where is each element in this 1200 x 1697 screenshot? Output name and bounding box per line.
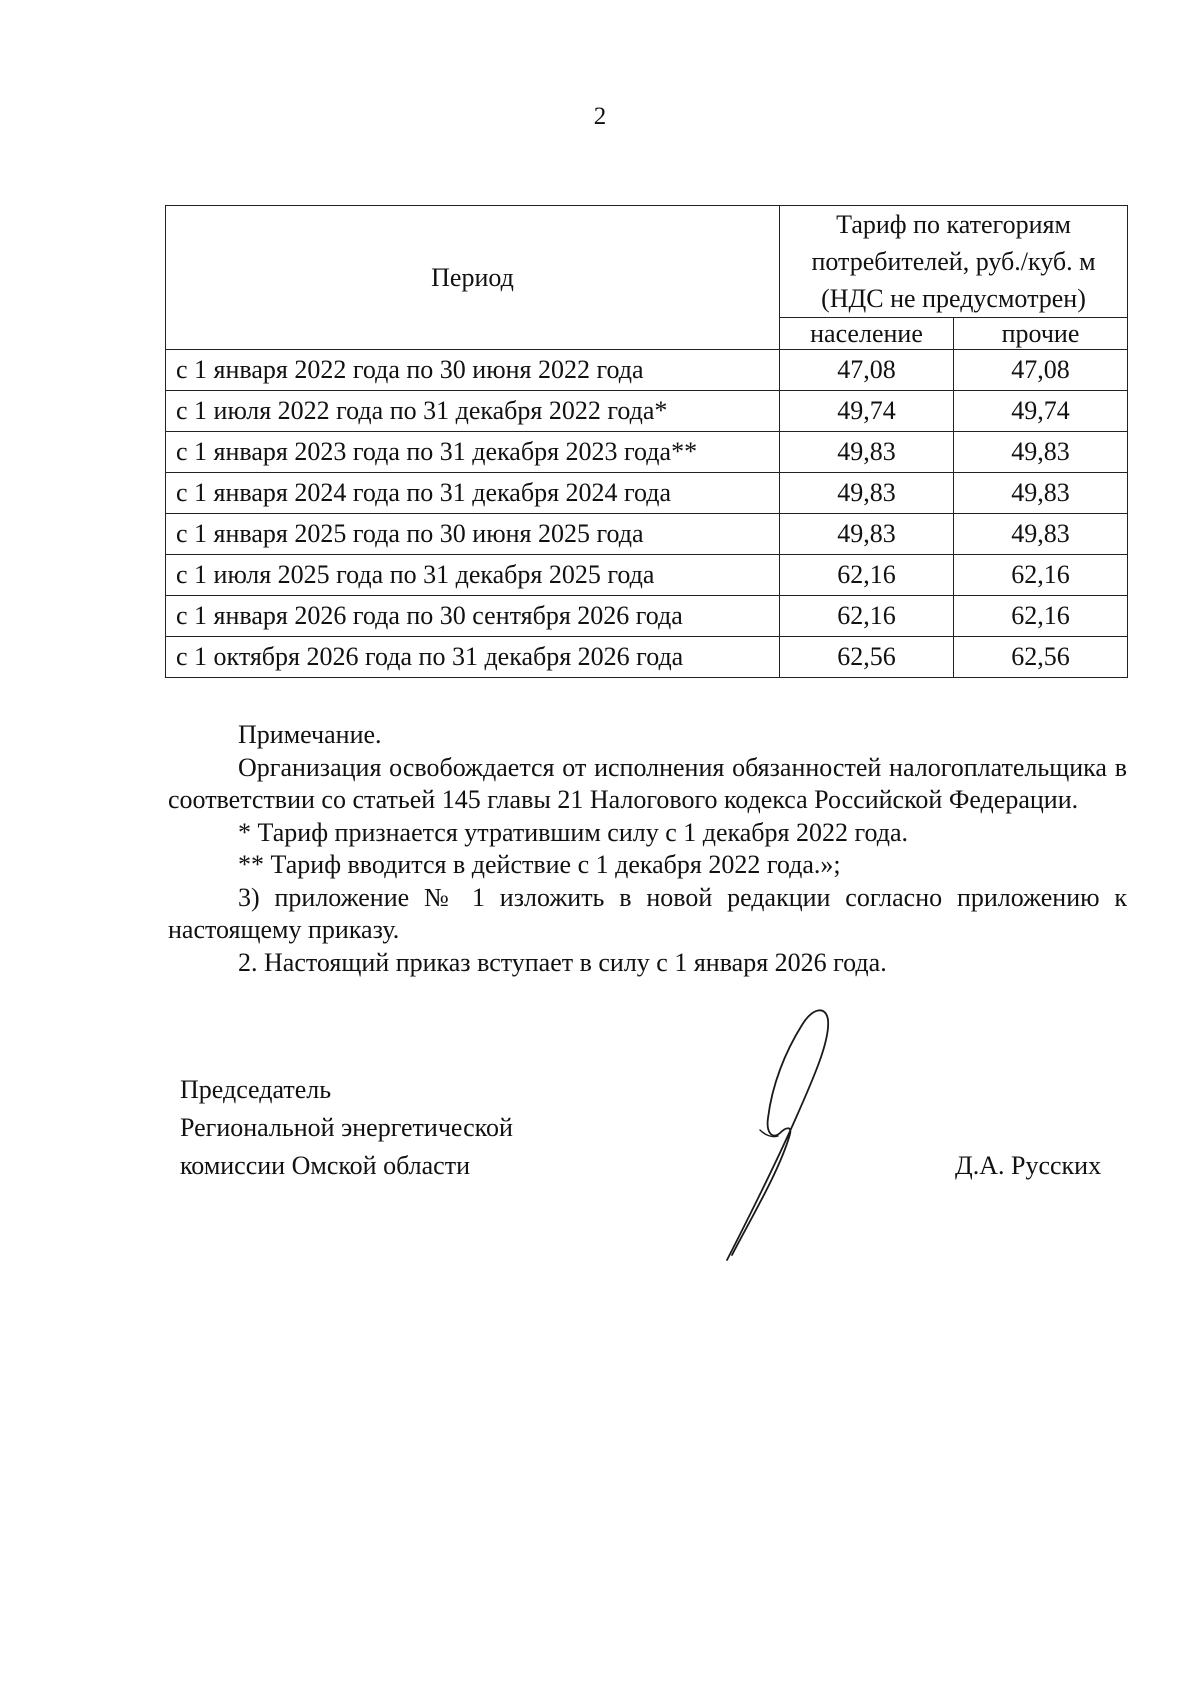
signatory-line: Председатель <box>180 1075 332 1104</box>
population-tariff-cell: 47,08 <box>780 350 954 391</box>
header-period: Период <box>166 206 780 350</box>
population-tariff-cell: 62,56 <box>780 637 954 678</box>
signer-name: Д.А. Русских <box>955 1151 1102 1180</box>
others-tariff-cell: 49,74 <box>954 391 1128 432</box>
notes-section <box>168 719 1127 979</box>
header-population: население <box>780 318 954 350</box>
others-tariff-cell: 47,08 <box>954 350 1128 391</box>
others-tariff-cell: 49,83 <box>954 473 1128 514</box>
header-tariff-line: потребителей, руб./куб. м <box>811 247 1096 276</box>
others-tariff-cell: 62,16 <box>954 596 1128 637</box>
signatory-line: комиссии Омской области <box>180 1151 470 1180</box>
page-number: 2 <box>593 103 607 130</box>
others-tariff-cell: 62,16 <box>954 555 1128 596</box>
period-cell: с 1 января 2024 года по 31 декабря 2024 года <box>166 473 780 514</box>
others-tariff-cell: 49,83 <box>954 514 1128 555</box>
table-row <box>166 391 1128 432</box>
table-row <box>166 596 1128 637</box>
signatory-title <box>180 1071 513 1185</box>
period-cell: с 1 января 2025 года по 30 июня 2025 года <box>166 514 780 555</box>
note-organization: Организация освобождается от исполнения обязанностей налогоплательщика в соответствии со статьей 145 главы 21 Налогового кодекса Российской Федерации. <box>168 752 1127 814</box>
population-tariff-cell: 49,83 <box>780 473 954 514</box>
others-tariff-cell: 49,83 <box>954 432 1128 473</box>
table-row <box>166 637 1128 678</box>
period-cell: с 1 июля 2022 года по 31 декабря 2022 года* <box>166 391 780 432</box>
header-tariff <box>780 206 1128 318</box>
others-tariff-cell: 62,56 <box>954 637 1128 678</box>
header-tariff-line: (НДС не предусмотрен) <box>821 284 1086 313</box>
item-2: 2. Настоящий приказ вступает в силу с 1 января 2026 года. <box>238 947 887 977</box>
signatory-line: Региональной энергетической <box>180 1113 513 1142</box>
footnote-2: ** Тариф вводится в действие с 1 декабря 2022 года.»; <box>238 850 841 879</box>
header-tariff-line: Тариф по категориям <box>836 210 1071 239</box>
population-tariff-cell: 49,83 <box>780 514 954 555</box>
period-cell: с 1 октября 2026 года по 31 декабря 2026 года <box>166 637 780 678</box>
footnote-1: * Тариф признается утратившим силу с 1 декабря 2022 года. <box>238 817 909 847</box>
item-3: 3) приложение № 1 изложить в новой редакции согласно приложению к настоящему приказу. <box>168 882 1127 944</box>
header-others: прочие <box>954 318 1128 350</box>
note-heading: Примечание. <box>238 720 382 749</box>
population-tariff-cell: 49,74 <box>780 391 954 432</box>
period-cell: с 1 июля 2025 года по 31 декабря 2025 года <box>166 555 780 596</box>
table-row <box>166 432 1128 473</box>
table-row <box>166 514 1128 555</box>
period-cell: с 1 января 2022 года по 30 июня 2022 года <box>166 350 780 391</box>
period-cell: с 1 января 2023 года по 31 декабря 2023 года** <box>166 432 780 473</box>
population-tariff-cell: 62,16 <box>780 596 954 637</box>
population-tariff-cell: 49,83 <box>780 432 954 473</box>
table-row <box>166 350 1128 391</box>
table-row <box>166 473 1128 514</box>
handwritten-signature <box>720 1000 920 1270</box>
tariff-table <box>165 205 1128 678</box>
table-row <box>166 555 1128 596</box>
population-tariff-cell: 62,16 <box>780 555 954 596</box>
period-cell: с 1 января 2026 года по 30 сентября 2026 года <box>166 596 780 637</box>
